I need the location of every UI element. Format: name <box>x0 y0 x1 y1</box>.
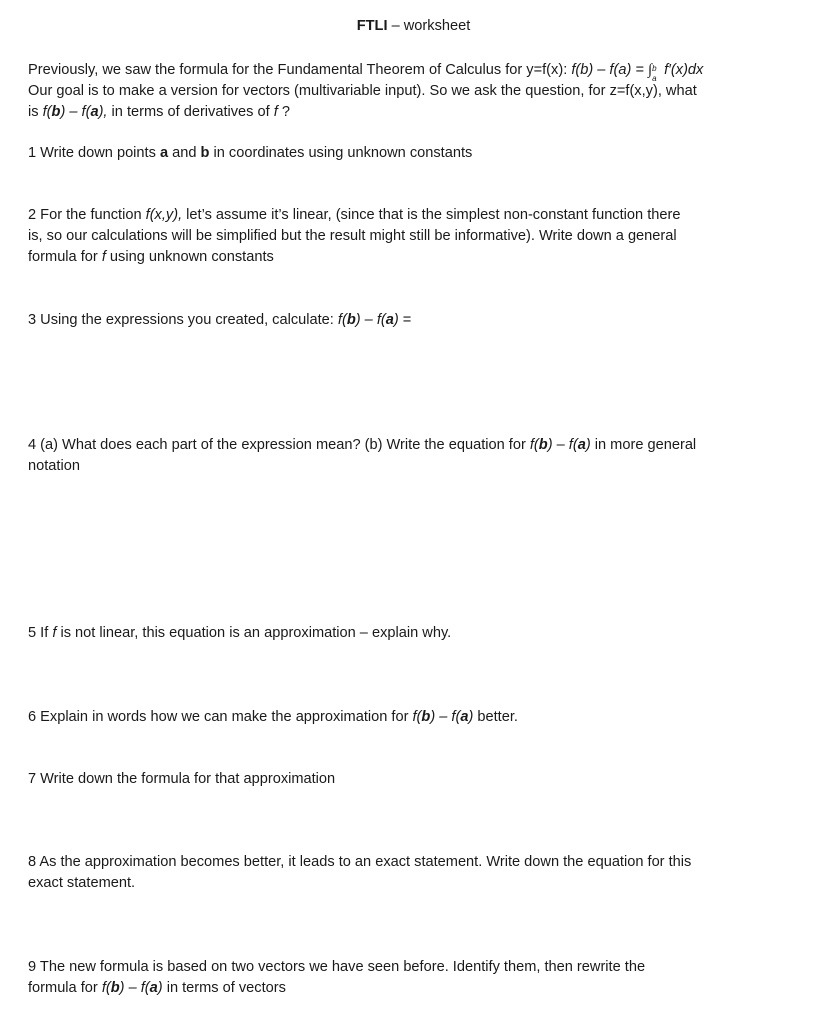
math-f: f( <box>101 980 111 996</box>
intro-line-1 <box>28 60 808 81</box>
q3-line <box>28 310 808 331</box>
question-7 <box>28 769 808 790</box>
intro-text: ? <box>277 104 290 120</box>
q9-line-2 <box>28 978 808 999</box>
vector-b: b <box>538 437 548 453</box>
math-mid: ) – f( <box>60 104 91 120</box>
math-mid: ) – f( <box>547 437 578 453</box>
q2-text: using unknown constants <box>105 249 274 265</box>
math-f: f( <box>412 709 422 725</box>
q9-line-1: 9 The new formula is based on two vectors we have seen before. Identify them, then rewrite the <box>28 959 646 975</box>
question-5 <box>28 623 808 644</box>
q2-line-1 <box>28 205 808 226</box>
q4-text: in more general <box>590 437 697 453</box>
intro-line-2: Our goal is to make a version for vectors (multivariable input). So we ask the question, for z=f(x,y), what <box>28 83 697 99</box>
vector-b: b <box>421 709 431 725</box>
lower-limit: a <box>652 74 657 83</box>
q8-line-1: 8 As the approximation becomes better, it leads to an exact statement. Write down the equation for this <box>28 854 692 870</box>
vector-a: a <box>90 104 99 120</box>
math-f: f <box>273 104 278 120</box>
q3-text: 3 Using the expressions you created, calculate: <box>28 312 338 328</box>
q5-text: 5 If <box>28 625 53 641</box>
intro-text: in terms of derivatives of <box>107 104 274 120</box>
q6-line <box>28 707 808 728</box>
intro-text: is <box>28 104 43 120</box>
vector-a: a <box>385 312 394 328</box>
ftc-formula-right: f′(x)dx <box>660 62 704 78</box>
math-f: f <box>52 625 57 641</box>
q2-text: 2 For the function <box>28 207 146 223</box>
math-mid: ) – f( <box>355 312 386 328</box>
q4-line-2: notation <box>28 458 80 474</box>
question-9 <box>28 957 808 999</box>
intro-text: Previously, we saw the formula for the Fundamental Theorem of Calculus for y=f(x): <box>28 62 572 78</box>
vector-a: a <box>159 145 169 161</box>
q8-line-2: exact statement. <box>28 875 136 891</box>
integral-sign: ∫ <box>647 62 653 78</box>
q6-text: better. <box>473 709 518 725</box>
q2-line-3 <box>28 247 808 268</box>
math-end: ) <box>468 709 474 725</box>
q5-text: is not linear, this equation is an approximation – explain why. <box>56 625 452 641</box>
q4-text: 4 (a) What does each part of the expression mean? (b) Write the equation for <box>28 437 530 453</box>
math-end: ) <box>585 437 591 453</box>
q1-text: 1 Write down points <box>28 145 160 161</box>
vector-b: b <box>346 312 356 328</box>
upper-limit: b <box>652 64 657 73</box>
question-6 <box>28 707 808 728</box>
q9-text: formula for <box>28 980 102 996</box>
page-title <box>0 18 827 34</box>
q1-line <box>28 143 808 164</box>
q5-line <box>28 623 808 644</box>
q1-text: in coordinates using unknown constants <box>209 145 473 161</box>
ftc-formula-left: f(b) – f(a) = <box>571 62 648 78</box>
q2-line-2: is, so our calculations will be simplified but the result might still be informative). Write down a general <box>28 228 677 244</box>
q2-text: let’s assume it’s linear, (since that is the simplest non-constant function there <box>182 207 681 223</box>
math-mid: ) – f( <box>119 980 150 996</box>
q1-text: and <box>168 145 201 161</box>
question-3 <box>28 310 808 331</box>
vector-a: a <box>460 709 469 725</box>
title-bold: FTLI <box>356 18 388 34</box>
q2-text: formula for <box>28 249 102 265</box>
intro-line-3 <box>28 102 808 123</box>
title-rest: – worksheet <box>387 18 471 34</box>
vector-b: b <box>110 980 120 996</box>
vector-b: b <box>200 145 210 161</box>
math-f: f( <box>42 104 52 120</box>
math-fxy: f(x,y), <box>145 207 183 223</box>
q9-text: in terms of vectors <box>162 980 286 996</box>
question-2 <box>28 205 808 268</box>
math-f: f( <box>529 437 539 453</box>
intro-paragraph <box>28 60 808 123</box>
math-mid: ) – f( <box>430 709 461 725</box>
q6-text: 6 Explain in words how we can make the approximation for <box>28 709 413 725</box>
integral-limits <box>652 62 660 83</box>
vector-a: a <box>577 437 586 453</box>
math-f: f( <box>337 312 347 328</box>
math-f: f <box>101 249 106 265</box>
math-end: ), <box>98 104 108 120</box>
q3-equals: = <box>398 312 412 328</box>
vector-b: b <box>51 104 61 120</box>
question-8 <box>28 852 808 894</box>
question-1 <box>28 143 808 164</box>
math-end: ) <box>157 980 163 996</box>
math-end: ) <box>393 312 399 328</box>
vector-a: a <box>149 980 158 996</box>
question-4 <box>28 435 808 477</box>
q7-line: 7 Write down the formula for that approximation <box>28 771 336 787</box>
q4-line-1 <box>28 435 808 456</box>
